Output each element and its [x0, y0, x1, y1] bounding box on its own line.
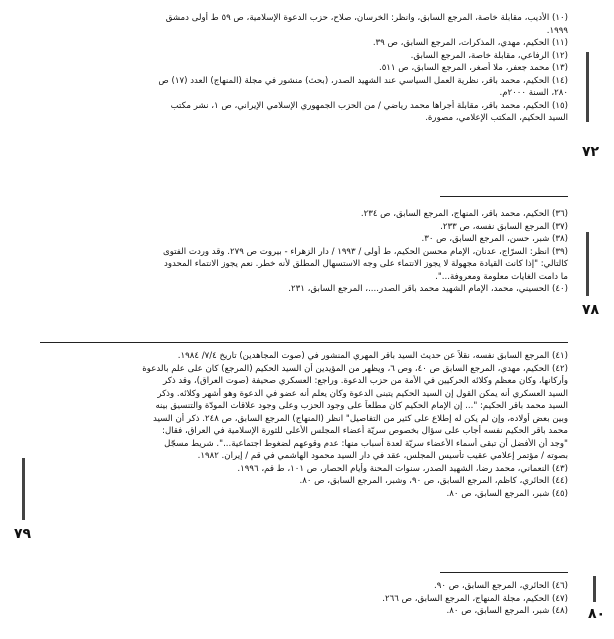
section-rule: [40, 342, 568, 343]
footnote-line: السيد الحكيم، المكتب الإعلامي، مصورة.: [425, 113, 568, 123]
footnote-line: (١١) الحكيم، مهدي، المذكرات، المرجع السابق، ص ٣٩.: [372, 38, 568, 48]
footnote-line: السيد العسكري أنه يمكن القول إن السيد الحكيم يتبنى الدعوة وكان يعلم أنه عضو في الدعوة وهو أشهر وكلائه. وذكر: [157, 388, 568, 399]
page-72-section: [0, 0, 614, 170]
footnotes-list: [8, 12, 568, 125]
footnote-line: (٣٧) المرجع السابق نفسه، ص ٢٣٣.: [440, 221, 568, 232]
footnotes-list: [8, 580, 568, 618]
footnote-line: بصوته / مؤتمر إعلامي عقيب تأسيس المجلس، عقد في دار السيد محمود الهاشمي في قم / إيران. ١٩٨٢.: [197, 451, 568, 461]
footnote-line: (٤٧) الحكيم، مجلة المنهاج، المرجع السابق، ص ٢٦٦.: [382, 593, 568, 604]
footnote-line: ٢٨٠، السنة ٢٠٠٠م.: [499, 88, 568, 98]
footnote-line: (٤٠) الحسيني، محمد، الإمام الشهيد محمد باقر الصدر....، المرجع السابق، ٢٣١.: [288, 284, 568, 294]
footnote-line: (٣٩) انظر: السرّاج، عدنان، الإمام محسن الحكيم، ط أولى / ١٩٩٣ / دار الزهراء - بيروت ص ٢٧٩. وقد وردت الفتوى: [163, 246, 568, 257]
footnote-line: ما دامت الغايات معلومة ومعروفة...".: [435, 271, 568, 282]
footnote-line: (١٢) الرفاعي، مقابلة خاصة، المرجع السابق.: [410, 50, 568, 61]
footnote-line: (٤٦) الحائري، المرجع السابق، ص ٩٠.: [434, 581, 568, 591]
footnote-line: وبين بعض أولاده، وإن لم يكن له إطلاع على كثير من التفاصيل" انظر (المنهاج) المرجع السابق، ص ٢٤٨. ذكر أن السيد: [152, 413, 568, 424]
footnotes-list: [8, 350, 568, 500]
page-number: ٧٩: [14, 526, 32, 542]
margin-bar: [22, 458, 25, 520]
footnote-line: كالتالي: "إذا كانت القيادة مجهولة لا يجوز الانتماء على وجه الاستسهال المطلق لأنه خطر. نعم يجوز الانتماء المحدود: [164, 259, 568, 269]
footnote-line: (٤١) المرجع السابق نفسه، نقلاً عن حديث السيد باقر المهري المنشور في (صوت المجاهدين) تاريخ ٧/٤/ ١٩٨٤.: [177, 351, 568, 361]
footnote-line: (٣٨) شبر، حسن، المرجع السابق، ص ٣٠.: [421, 234, 568, 244]
footnote-line: (٤٥) شبر، المرجع السابق، ص ٨٠.: [446, 488, 568, 499]
margin-bar: [586, 52, 589, 122]
section-rule: [440, 196, 568, 197]
footnote-line: (١٣) محمد جعفر، ملا أصغر، المرجع السابق، ص ٥١١.: [378, 63, 568, 73]
footnote-line: (٤٨) شبر، المرجع السابق، ص ٨٠.: [446, 606, 568, 616]
page-78-section: [0, 190, 614, 335]
footnotes-list: [8, 208, 568, 296]
footnote-line: (٤٣) النعماني، محمد رضا، الشهيد الصدر، سنوات المحنة وأيام الحصار، ص ١٠١، ط قم، ١٩٩٦.: [237, 463, 568, 474]
footnote-line: (١٤) الحكيم، محمد باقر، نظرية العمل السياسي عند الشهيد الصدر، (بحث) منشور في مجلة (المنهاج) العدد (١٧) ص: [158, 75, 568, 86]
footnote-line: (١٠) الأديب، مقابلة خاصة، المرجع السابق، وانظر: الخرسان، صلاح، حزب الدعوة الإسلامية، ص ٥٩ ط أولى دمشق: [165, 13, 568, 23]
margin-bar: [586, 232, 589, 296]
page-80-section: [0, 570, 614, 639]
page-number: ٨٠: [588, 606, 606, 622]
footnote-line: (٣٦) الحكيم، محمد باقر، المنهاج، المرجع السابق، ص ٢٣٤.: [360, 209, 568, 219]
page-number: ٧٢: [582, 144, 600, 160]
margin-bar: [593, 576, 596, 602]
footnote-line: (١٥) الحكيم، محمد باقر، مقابلة أجراها محمد رياضي / من الحزب الجمهوري الإسلامي الإيراني، ص ١، نشر مكتب: [170, 100, 568, 111]
footnote-line: ١٩٩٩.: [546, 25, 568, 36]
footnote-line: وأركانها، وكان معظم وكلائه الحركيين في الأمة من حزب الدعوة. وراجع: العسكري صحيفة (صوت العراق)، وقد ذكر: [163, 376, 568, 386]
footnote-line: محمد باقر الحكيم نفسه أجاب على سؤال بخصوص سريّة أعضاء المجلس الأعلى للثورة الإسلامية في العراق، فقال:: [162, 426, 568, 436]
footnote-line: (٤٢) الحكيم، مهدي، المرجع السابق ص ٤٠، وص ٦، ويظهر من المؤيدين أن السيد الحكيم (المرجع) كان على علم بالدعوة: [142, 363, 568, 374]
footnote-line: السيد محمد باقر الحكيم: "... إن الإمام الحكيم كان مطلعاً على وجود الحزب وعلى وجود علاقات المودّة والتنسيق بينه: [155, 401, 568, 411]
footnote-line: (٤٤) الحائري، كاظم، المرجع السابق، ص ٩٠، وشبر، المرجع السابق، ص ٨٠.: [299, 476, 568, 486]
page-number: ٧٨: [582, 302, 600, 318]
page-79-section: [0, 338, 614, 570]
footnote-line: "وجد أن الأفضل أن تبقى أسماء الأعضاء سريّة لعدة أسباب منها: عدم وقوعهم لضغوط اجتماعية...". شريط مسجّل: [164, 438, 568, 449]
section-rule: [440, 572, 568, 573]
